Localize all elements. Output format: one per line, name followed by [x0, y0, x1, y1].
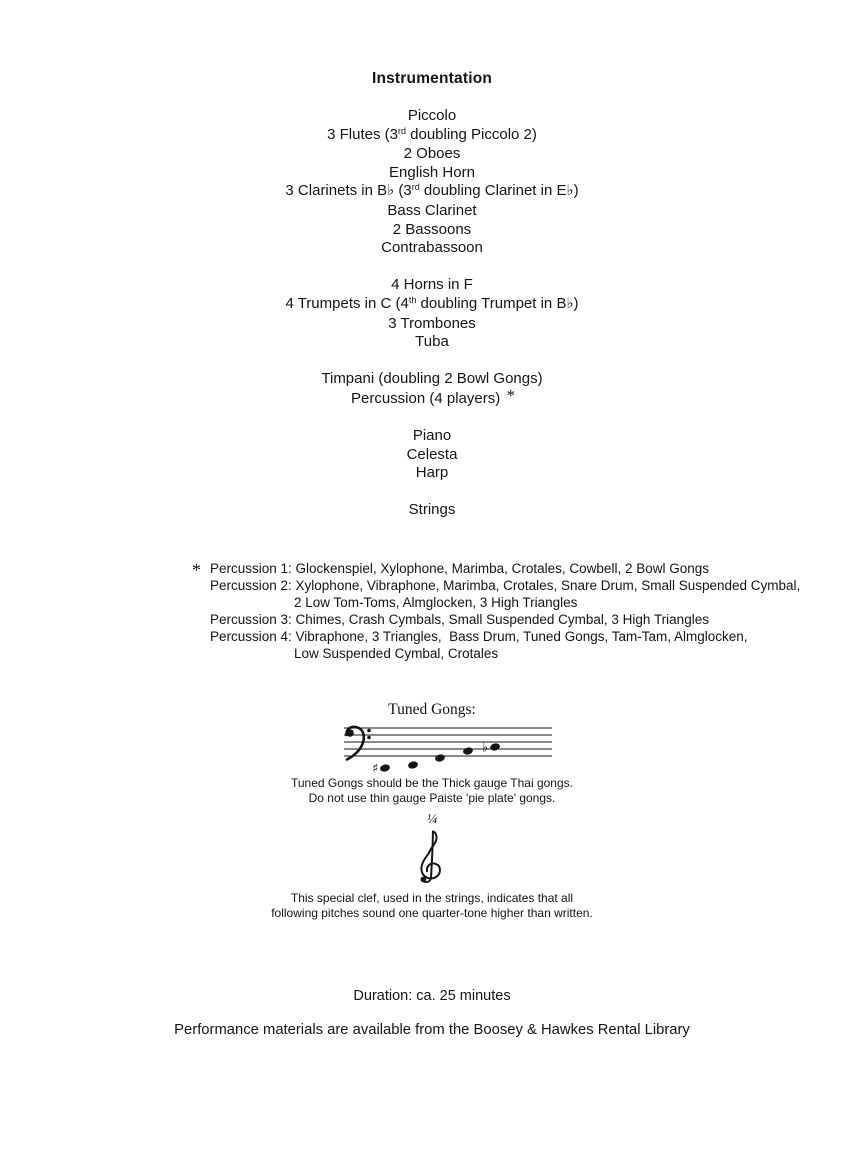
- duration-note: Duration: ca. 25 minutes: [353, 988, 511, 1004]
- clef-caption: [0, 891, 864, 920]
- page-title: Instrumentation: [371, 70, 493, 87]
- note-head: [407, 760, 418, 769]
- gong-notes: [372, 741, 501, 777]
- instrument-line: Celesta: [406, 445, 458, 463]
- footnote-line: Percussion 1: Glockenspiel, Xylophone, Marimba, Crotales, Cowbell, 2 Bowl Gongs: [210, 561, 709, 576]
- instrument-line: 2 Oboes: [403, 145, 461, 163]
- tuned-gongs-heading: Tuned Gongs:: [388, 701, 476, 718]
- note-head: [379, 763, 390, 772]
- tuned-gongs-staff: [342, 722, 554, 783]
- instrument-group-woodwinds: [0, 107, 864, 258]
- accidental: ♯: [372, 761, 379, 777]
- footnote-line: Low Suspended Cymbal, Crotales: [294, 645, 499, 661]
- percussion-footnote-lines: [210, 561, 800, 662]
- footnote-line: Percussion 3: Chimes, Crash Cymbals, Small Suspended Cymbal, 3 High Triangles: [210, 611, 709, 627]
- instrument-line: Harp: [415, 464, 449, 482]
- footnote-asterisk: *: [192, 560, 201, 580]
- footnote-line: 2 Low Tom-Toms, Almglocken, 3 High Triangles: [294, 594, 578, 610]
- instrument-line: Percussion (4 players) *: [351, 385, 515, 407]
- instrument-line: Piano: [412, 427, 452, 445]
- instrument-group-brass: [0, 276, 864, 351]
- instrument-line: 2 Bassoons: [392, 220, 472, 238]
- music-staff: [342, 722, 554, 778]
- instrument-line: Piccolo: [407, 107, 457, 124]
- instrument-line: 3 Clarinets in B♭ (3rd doubling Clarinet in E♭): [285, 182, 579, 200]
- instrument-group-timpani-percussion: [0, 370, 864, 408]
- gong-caption: [0, 776, 864, 805]
- note-head: [489, 742, 500, 751]
- note-head: [462, 746, 473, 755]
- caption-line: This special clef, used in the strings, indicates that all: [290, 891, 574, 905]
- instrument-line: English Horn: [389, 163, 475, 181]
- caption-line: following pitches sound one quarter-tone higher than written.: [271, 905, 593, 920]
- accidental: ♭: [482, 740, 489, 756]
- instrument-line: 4 Horns in F: [391, 276, 473, 294]
- instrument-line: Strings: [408, 501, 456, 519]
- instrument-line: Tuba: [415, 333, 449, 351]
- bass-clef-icon: [346, 727, 371, 760]
- rental-note: Performance materials are available from the Boosey & Hawkes Rental Library: [174, 1022, 690, 1038]
- percussion-footnote: [192, 561, 800, 662]
- instrument-group-strings: [0, 501, 864, 520]
- instrument-line: Timpani (doubling 2 Bowl Gongs): [321, 370, 543, 388]
- instrument-line: 3 Trombones: [388, 314, 476, 332]
- instrument-line: 4 Trumpets in C (4th doubling Trumpet in B♭): [285, 294, 579, 312]
- treble-clef-icon: [413, 826, 451, 884]
- footnote-line: Percussion 2: Xylophone, Vibraphone, Marimba, Crotales, Snare Drum, Small Suspended Cymbal,: [210, 577, 801, 593]
- quarter-fraction: ¼: [426, 811, 438, 826]
- instrument-group-keyboards-harp: [0, 427, 864, 483]
- instrument-list: [0, 107, 864, 520]
- instrument-line: 3 Flutes (3rd doubling Piccolo 2): [327, 125, 537, 143]
- instrument-line: Contrabassoon: [381, 239, 483, 257]
- staff-lines: [344, 728, 552, 756]
- caption-line: Do not use thin gauge Paiste 'pie plate' gongs.: [308, 790, 556, 805]
- note-head: [434, 753, 445, 762]
- quarter-tone-clef: [412, 811, 452, 889]
- instrument-line: Bass Clarinet: [387, 201, 477, 219]
- footnote-line: Percussion 4: Vibraphone, 3 Triangles, Bass Drum, Tuned Gongs, Tam-Tam, Almglocken,: [210, 628, 748, 644]
- caption-line: Tuned Gongs should be the Thick gauge Thai gongs.: [291, 776, 573, 790]
